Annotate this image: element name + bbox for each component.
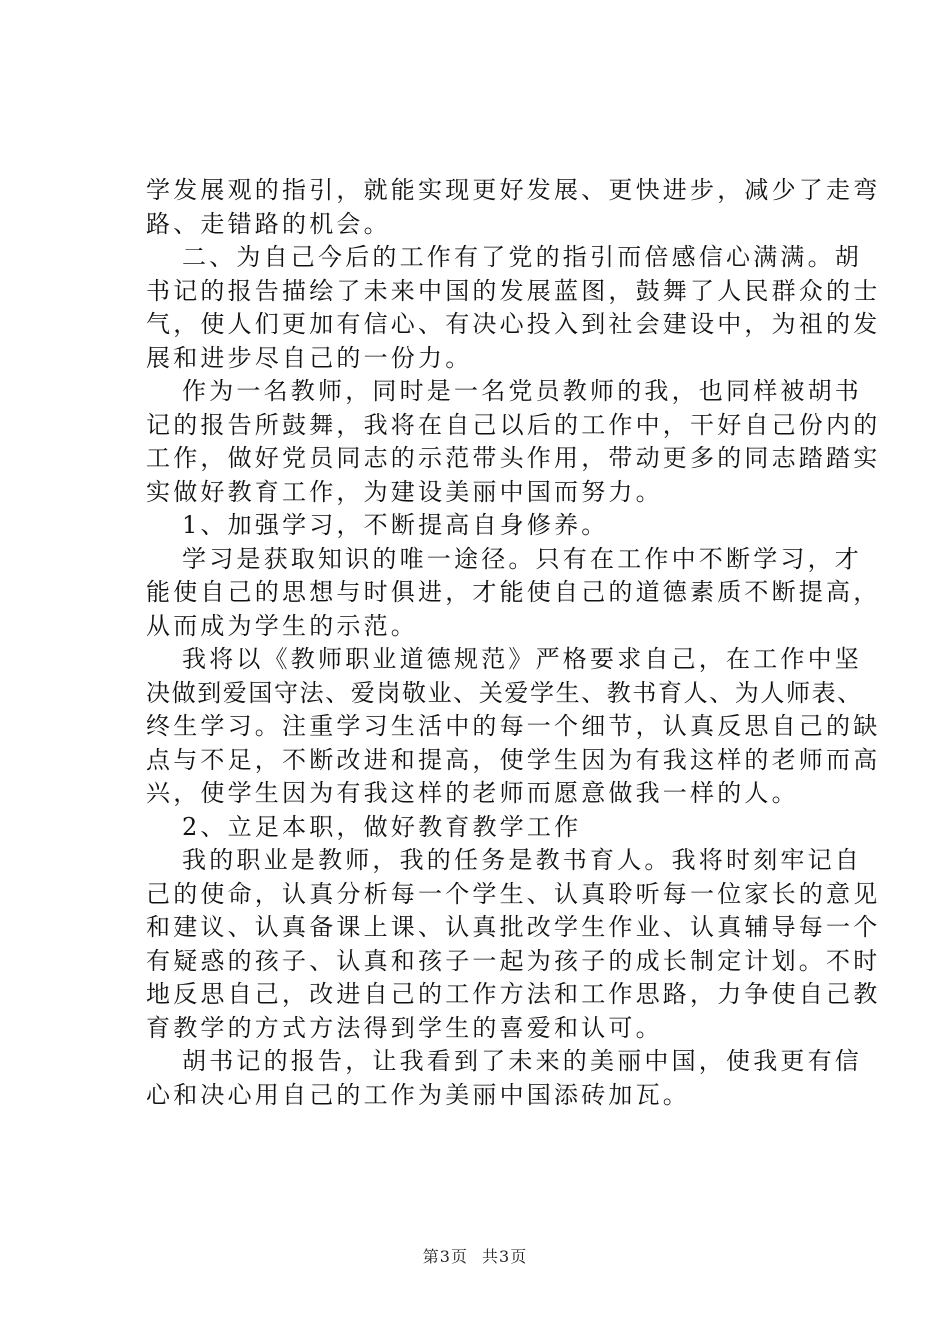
text-line: 我将以《教师职业道德规范》严格要求自己，在工作中坚 xyxy=(182,645,862,673)
text-line: 书记的报告描绘了未来中国的发展蓝图，鼓舞了人民群众的士 xyxy=(146,276,881,305)
document-body xyxy=(146,174,881,1112)
text-line: 气，使人们更加有信心、有决心投入到社会建设中，为祖的发 xyxy=(146,310,881,338)
text-line: 二、为自己今后的工作有了党的指引而倍感信心满满。胡 xyxy=(182,243,862,271)
text-line: 兴，使学生因为有我这样的老师而愿意做我一样的人。 xyxy=(146,779,799,807)
page-number-total: 共3页 xyxy=(482,1247,528,1266)
page-footer xyxy=(0,1244,950,1267)
text-line: 心和决心用自己的工作为美丽中国添砖加瓦。 xyxy=(146,1080,690,1109)
text-line: 路、走错路的机会。 xyxy=(146,209,391,238)
text-line: 育教学的方式方法得到学生的喜爱和认可。 xyxy=(146,1013,663,1042)
text-line: 决做到爱国守法、爱岗敬业、关爱学生、教书育人、为人师表、 xyxy=(146,678,863,707)
text-line: 作为一名教师，同时是一名党员教师的我，也同样被胡书 xyxy=(182,377,862,405)
text-line: 展和进步尽自己的一份力。 xyxy=(146,343,473,372)
text-line: 工作，做好党员同志的示范带头作用，带动更多的同志踏踏实 xyxy=(146,444,881,472)
text-line: 记的报告所鼓舞，我将在自己以后的工作中，干好自己份内的 xyxy=(146,410,881,439)
page-number-current: 第3页 xyxy=(422,1247,468,1266)
text-line: 实做好教育工作，为建设美丽中国而努力。 xyxy=(146,477,663,506)
text-line: 有疑惑的孩子、认真和孩子一起为孩子的成长制定计划。不时 xyxy=(146,946,881,975)
text-line: 学发展观的指引，就能实现更好发展、更快进步，减少了走弯 xyxy=(146,176,881,204)
text-line: 己的使命，认真分析每一个学生、认真聆听每一位家长的意见 xyxy=(146,879,881,908)
text-line: 地反思自己，改进自己的工作方法和工作思路，力争使自己教 xyxy=(146,980,881,1008)
text-line: 2、立足本职，做好教育教学工作 xyxy=(182,812,582,841)
text-line: 能使自己的思想与时俱进，才能使自己的道德素质不断提高， xyxy=(146,578,881,606)
text-line: 胡书记的报告，让我看到了未来的美丽中国，使我更有信 xyxy=(182,1047,862,1075)
text-line: 学习是获取知识的唯一途径。只有在工作中不断学习，才 xyxy=(182,544,862,573)
text-line: 1、加强学习，不断提高自身修养。 xyxy=(182,511,609,539)
text-line: 和建议、认真备课上课、认真批改学生作业、认真辅导每一个 xyxy=(146,913,881,941)
text-line: 我的职业是教师，我的任务是教书育人。我将时刻牢记自 xyxy=(182,846,862,874)
text-line: 点与不足，不断改进和提高，使学生因为有我这样的老师而高 xyxy=(146,745,881,774)
text-line: 终生学习。注重学习生活中的每一个细节，认真反思自己的缺 xyxy=(146,712,881,740)
text-line: 从而成为学生的示范。 xyxy=(146,611,418,640)
